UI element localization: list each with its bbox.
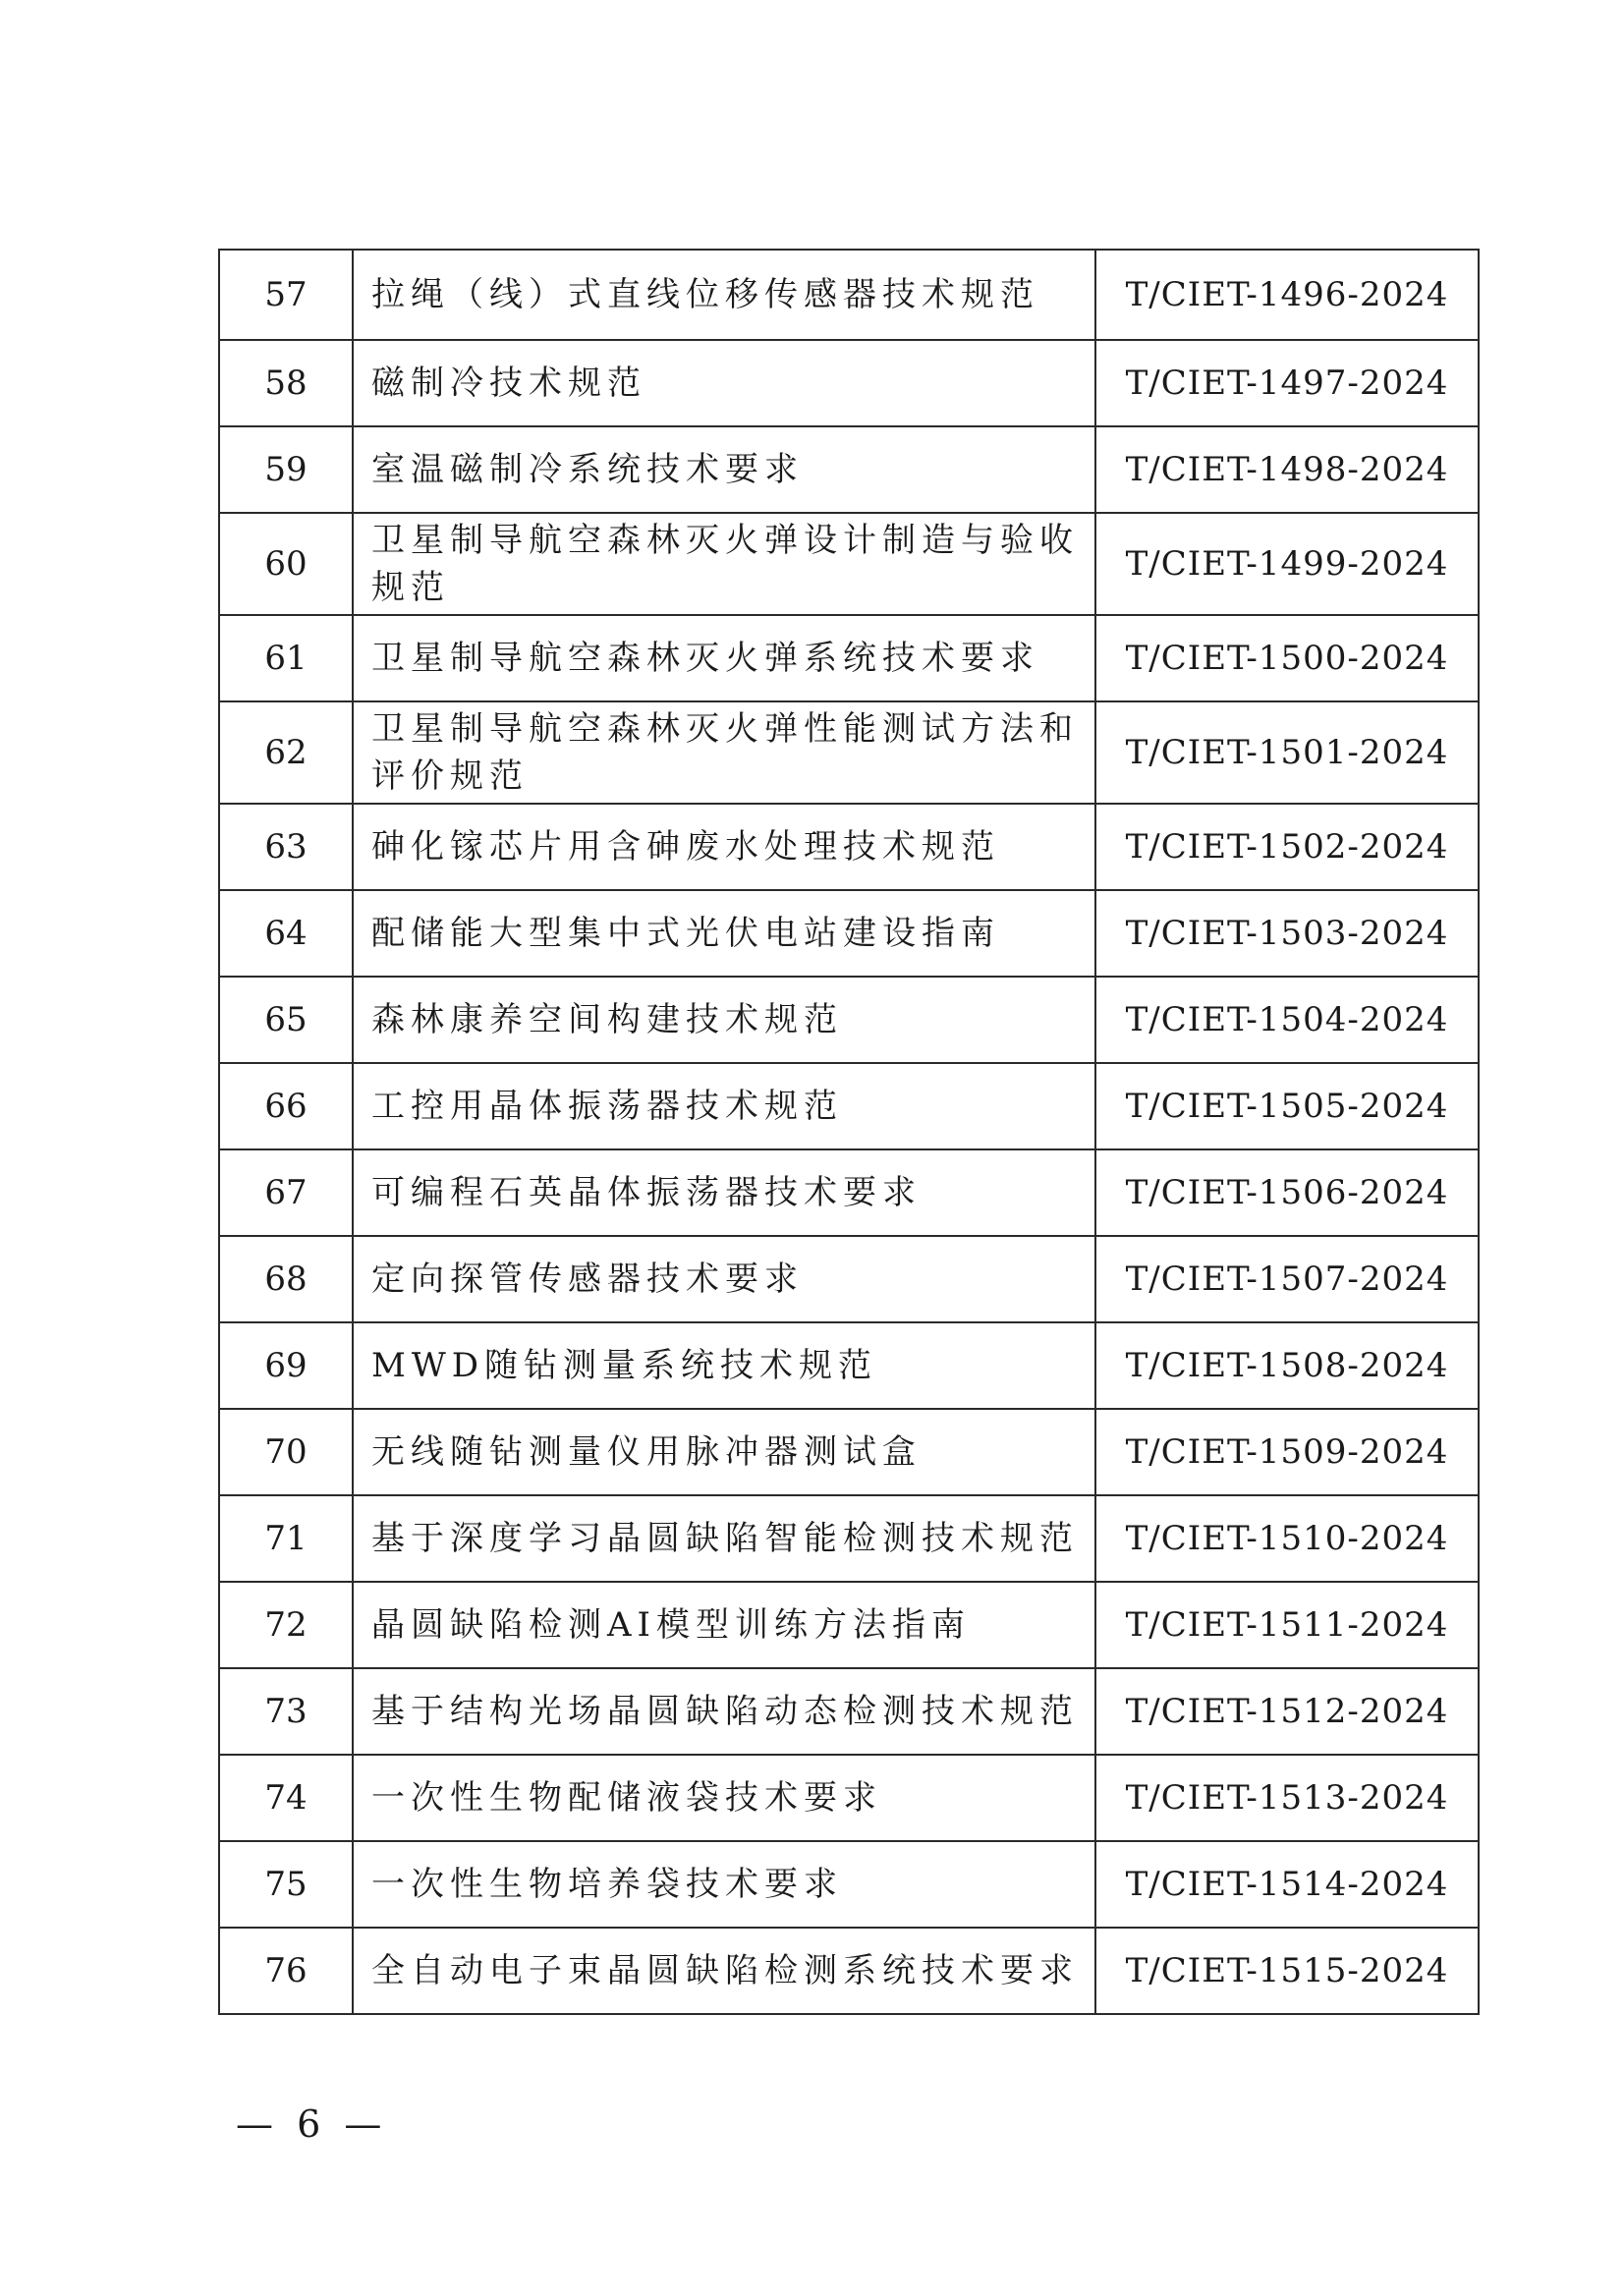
table-row	[219, 513, 1479, 615]
standard-code: T/CIET-1508-2024	[1095, 1322, 1479, 1409]
standard-code: T/CIET-1506-2024	[1095, 1149, 1479, 1236]
row-number: 72	[219, 1582, 353, 1668]
standard-title: MWD随钻测量系统技术规范	[353, 1322, 1095, 1409]
table-row	[219, 1149, 1479, 1236]
standard-title: 卫星制导航空森林灭火弹系统技术要求	[353, 615, 1095, 701]
row-number: 57	[219, 250, 353, 340]
standard-title: 拉绳（线）式直线位移传感器技术规范	[353, 250, 1095, 340]
table-row	[219, 250, 1479, 340]
standard-code: T/CIET-1507-2024	[1095, 1236, 1479, 1322]
standard-title: 磁制冷技术规范	[353, 340, 1095, 426]
row-number: 58	[219, 340, 353, 426]
row-number: 70	[219, 1409, 353, 1495]
row-number: 68	[219, 1236, 353, 1322]
table-row	[219, 1668, 1479, 1755]
standard-title: 一次性生物培养袋技术要求	[353, 1841, 1095, 1928]
row-number: 64	[219, 890, 353, 977]
standard-code: T/CIET-1501-2024	[1095, 701, 1479, 804]
page-number: — 6 —	[236, 2102, 388, 2146]
standards-table-body	[219, 250, 1479, 2014]
row-number: 65	[219, 977, 353, 1063]
standards-table	[218, 249, 1480, 2015]
table-row	[219, 1409, 1479, 1495]
standard-title: 基于深度学习晶圆缺陷智能检测技术规范	[353, 1495, 1095, 1582]
table-row	[219, 340, 1479, 426]
table-row	[219, 426, 1479, 513]
row-number: 73	[219, 1668, 353, 1755]
standard-title: 配储能大型集中式光伏电站建设指南	[353, 890, 1095, 977]
standard-code: T/CIET-1511-2024	[1095, 1582, 1479, 1668]
standard-title: 无线随钻测量仪用脉冲器测试盒	[353, 1409, 1095, 1495]
standard-title: 卫星制导航空森林灭火弹设计制造与验收规范	[353, 513, 1095, 615]
table-row	[219, 1582, 1479, 1668]
standard-code: T/CIET-1514-2024	[1095, 1841, 1479, 1928]
standard-code: T/CIET-1499-2024	[1095, 513, 1479, 615]
row-number: 63	[219, 804, 353, 890]
table-row	[219, 1495, 1479, 1582]
table-row	[219, 1841, 1479, 1928]
table-row	[219, 804, 1479, 890]
table-row	[219, 615, 1479, 701]
standard-code: T/CIET-1504-2024	[1095, 977, 1479, 1063]
row-number: 59	[219, 426, 353, 513]
standard-title: 基于结构光场晶圆缺陷动态检测技术规范	[353, 1668, 1095, 1755]
standard-title: 一次性生物配储液袋技术要求	[353, 1755, 1095, 1841]
row-number: 62	[219, 701, 353, 804]
table-row	[219, 1755, 1479, 1841]
table-row	[219, 701, 1479, 804]
standard-code: T/CIET-1515-2024	[1095, 1928, 1479, 2014]
row-number: 69	[219, 1322, 353, 1409]
standard-title: 卫星制导航空森林灭火弹性能测试方法和评价规范	[353, 701, 1095, 804]
table-row	[219, 977, 1479, 1063]
standard-title: 可编程石英晶体振荡器技术要求	[353, 1149, 1095, 1236]
standard-code: T/CIET-1500-2024	[1095, 615, 1479, 701]
row-number: 76	[219, 1928, 353, 2014]
standard-code: T/CIET-1509-2024	[1095, 1409, 1479, 1495]
standard-code: T/CIET-1502-2024	[1095, 804, 1479, 890]
standard-code: T/CIET-1496-2024	[1095, 250, 1479, 340]
table-row	[219, 1063, 1479, 1149]
table-row	[219, 1928, 1479, 2014]
standard-code: T/CIET-1505-2024	[1095, 1063, 1479, 1149]
standard-title: 室温磁制冷系统技术要求	[353, 426, 1095, 513]
standard-title: 工控用晶体振荡器技术规范	[353, 1063, 1095, 1149]
row-number: 66	[219, 1063, 353, 1149]
row-number: 67	[219, 1149, 353, 1236]
standard-code: T/CIET-1497-2024	[1095, 340, 1479, 426]
standard-code: T/CIET-1503-2024	[1095, 890, 1479, 977]
table-row	[219, 890, 1479, 977]
table-row	[219, 1322, 1479, 1409]
standard-title: 森林康养空间构建技术规范	[353, 977, 1095, 1063]
row-number: 74	[219, 1755, 353, 1841]
row-number: 61	[219, 615, 353, 701]
row-number: 71	[219, 1495, 353, 1582]
table-row	[219, 1236, 1479, 1322]
standard-title: 定向探管传感器技术要求	[353, 1236, 1095, 1322]
standard-code: T/CIET-1513-2024	[1095, 1755, 1479, 1841]
standard-code: T/CIET-1512-2024	[1095, 1668, 1479, 1755]
standard-title: 全自动电子束晶圆缺陷检测系统技术要求	[353, 1928, 1095, 2014]
row-number: 60	[219, 513, 353, 615]
row-number: 75	[219, 1841, 353, 1928]
standard-code: T/CIET-1498-2024	[1095, 426, 1479, 513]
standard-title: 晶圆缺陷检测AI模型训练方法指南	[353, 1582, 1095, 1668]
standard-code: T/CIET-1510-2024	[1095, 1495, 1479, 1582]
standard-title: 砷化镓芯片用含砷废水处理技术规范	[353, 804, 1095, 890]
